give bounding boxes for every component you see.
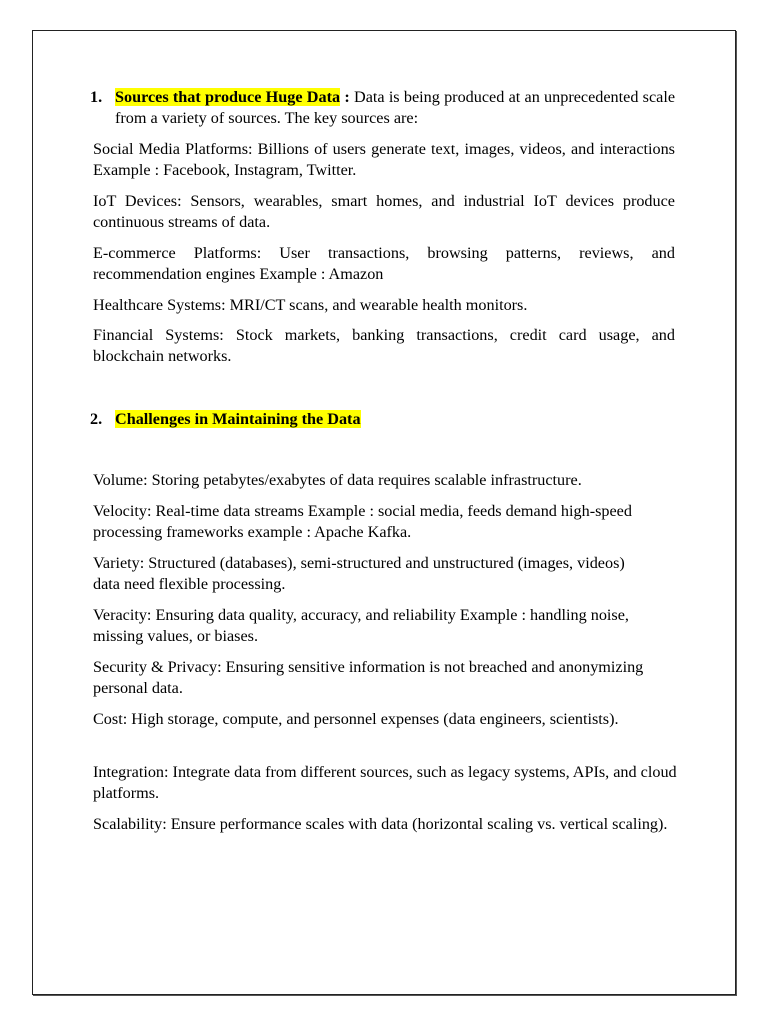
document-page [32, 30, 736, 995]
section-2-title: Challenges in Maintaining the Data [115, 410, 361, 428]
source-ecommerce: E-commerce Platforms: User transactions, browsing patterns, reviews, and recommendation engines Example : Amazon [93, 244, 675, 283]
challenge-security-privacy: Security & Privacy: Ensuring sensitive information is not breached and anonymizing personal data. [93, 658, 644, 697]
challenge-integration: Integration: Integrate data from different sources, such as legacy systems, APIs, and cloud platforms. [93, 763, 677, 802]
challenge-volume: Volume: Storing petabytes/exabytes of data requires scalable infrastructure. [93, 471, 582, 489]
source-social-media: Social Media Platforms: Billions of users generate text, images, videos, and interactions Example : Facebook, Instagram, Twitter. [93, 140, 675, 179]
section-1-number: 1. [90, 88, 103, 106]
challenge-cost: Cost: High storage, compute, and personnel expenses (data engineers, scientists). [93, 710, 619, 728]
section-2-number: 2. [90, 410, 103, 428]
source-healthcare: Healthcare Systems: MRI/CT scans, and wearable health monitors. [93, 296, 528, 314]
challenge-veracity: Veracity: Ensuring data quality, accuracy, and reliability Example : handling noise, missing values, or biases. [93, 606, 629, 645]
challenge-velocity: Velocity: Real-time data streams Example : social media, feeds demand high-speed processing frameworks example : Apache Kafka. [93, 502, 632, 541]
section-1-heading [90, 87, 676, 129]
section-1-intro: Data is being produced at an unprecedented scale from a variety of sources. The key sources are: [115, 88, 676, 127]
section-1-title: Sources that produce Huge Data [115, 88, 341, 106]
source-iot-devices: IoT Devices: Sensors, wearables, smart homes, and industrial IoT devices produce continuous streams of data. [93, 192, 675, 231]
section-1-separator: : [344, 88, 350, 106]
challenge-scalability: Scalability: Ensure performance scales with data (horizontal scaling vs. vertical scaling). [93, 815, 668, 833]
section-2-heading [90, 409, 675, 430]
challenge-variety: Variety: Structured (databases), semi-structured and unstructured (images, videos) data need flexible processing. [93, 554, 625, 593]
source-financial: Financial Systems: Stock markets, banking transactions, credit card usage, and blockchain networks. [93, 326, 675, 365]
